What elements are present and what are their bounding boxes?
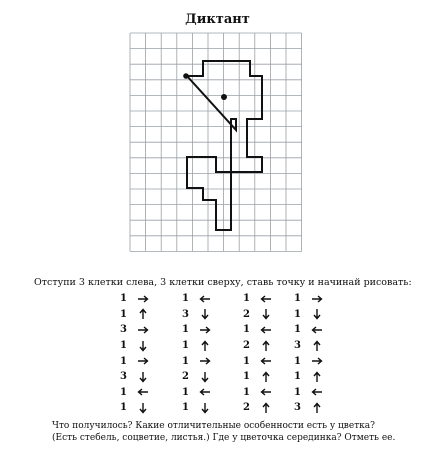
arrow-left-icon — [196, 386, 214, 398]
arrow-left-icon — [257, 355, 275, 367]
step-count: 1 — [182, 386, 189, 398]
dictation-column-2 — [182, 291, 222, 416]
step-count: 2 — [182, 371, 189, 383]
step-count: 1 — [120, 402, 127, 414]
arrow-right-icon — [134, 293, 152, 305]
arrow-up-icon — [134, 308, 152, 320]
dictation-step — [182, 338, 222, 354]
dictation-columns — [0, 291, 435, 421]
arrow-left-icon — [308, 324, 326, 336]
dictation-step — [182, 369, 222, 385]
question-text — [52, 420, 395, 444]
dictation-step — [294, 353, 334, 369]
dictation-step — [243, 400, 283, 416]
arrow-left-icon — [308, 386, 326, 398]
dictation-step — [243, 307, 283, 323]
dictation-step — [294, 291, 334, 307]
dictation-step — [120, 322, 160, 338]
arrow-down-icon — [196, 371, 214, 383]
step-count: 3 — [294, 402, 301, 414]
arrow-down-icon — [196, 402, 214, 414]
arrow-down-icon — [134, 402, 152, 414]
step-count: 1 — [182, 355, 189, 367]
step-count: 2 — [243, 402, 250, 414]
step-count: 1 — [294, 293, 301, 305]
step-count: 1 — [182, 324, 189, 336]
dictation-step — [243, 353, 283, 369]
dictation-step — [243, 385, 283, 401]
arrow-right-icon — [308, 355, 326, 367]
arrow-down-icon — [134, 371, 152, 383]
arrow-left-icon — [134, 386, 152, 398]
arrow-right-icon — [196, 355, 214, 367]
arrow-right-icon — [134, 355, 152, 367]
step-count: 1 — [294, 355, 301, 367]
step-count: 3 — [182, 308, 189, 320]
arrow-left-icon — [257, 324, 275, 336]
dictation-step — [182, 307, 222, 323]
dictation-step — [120, 291, 160, 307]
flower-center-point — [221, 94, 227, 100]
step-count: 1 — [243, 386, 250, 398]
step-count: 3 — [120, 324, 127, 336]
arrow-up-icon — [196, 340, 214, 352]
arrow-down-icon — [257, 308, 275, 320]
step-count: 1 — [243, 324, 250, 336]
arrow-right-icon — [196, 324, 214, 336]
step-count: 1 — [294, 371, 301, 383]
dictation-column-1 — [120, 291, 160, 416]
dictation-column-4 — [294, 291, 334, 416]
start-point — [183, 73, 189, 79]
dictation-step — [120, 385, 160, 401]
dictation-step — [120, 369, 160, 385]
step-count: 3 — [120, 371, 127, 383]
dictation-step — [243, 338, 283, 354]
arrow-left-icon — [196, 293, 214, 305]
arrow-up-icon — [308, 340, 326, 352]
arrow-left-icon — [257, 386, 275, 398]
page-title: Диктант — [185, 12, 250, 27]
dictation-step — [182, 322, 222, 338]
dictation-step — [294, 338, 334, 354]
dictation-step — [294, 307, 334, 323]
step-count: 3 — [294, 340, 301, 352]
dictation-step — [182, 400, 222, 416]
step-count: 1 — [120, 340, 127, 352]
arrow-down-icon — [134, 340, 152, 352]
dictation-step — [120, 338, 160, 354]
step-count: 2 — [243, 340, 250, 352]
arrow-up-icon — [257, 371, 275, 383]
dictation-step — [120, 353, 160, 369]
step-count: 1 — [182, 340, 189, 352]
step-count: 1 — [182, 293, 189, 305]
dictation-step — [182, 353, 222, 369]
arrow-left-icon — [257, 293, 275, 305]
arrow-down-icon — [308, 308, 326, 320]
instruction-text: Отступи 3 клетки слева, 3 клетки сверху, ставь точку и начинай рисовать: — [34, 277, 412, 288]
step-count: 2 — [243, 308, 250, 320]
arrow-down-icon — [196, 308, 214, 320]
dictation-step — [294, 385, 334, 401]
step-count: 1 — [120, 386, 127, 398]
dictation-step — [294, 369, 334, 385]
arrow-up-icon — [308, 402, 326, 414]
arrow-right-icon — [134, 324, 152, 336]
dictation-step — [294, 400, 334, 416]
arrow-right-icon — [308, 293, 326, 305]
arrow-up-icon — [257, 402, 275, 414]
dictation-step — [182, 291, 222, 307]
arrow-up-icon — [308, 371, 326, 383]
dictation-step — [294, 322, 334, 338]
dictation-step — [243, 322, 283, 338]
dictation-step — [120, 400, 160, 416]
dictation-step — [182, 385, 222, 401]
step-count: 1 — [120, 355, 127, 367]
question-line-2: (Есть стебель, соцветие, листья.) Где у цветочка серединка? Отметь ее. — [52, 433, 396, 443]
step-count: 1 — [294, 386, 301, 398]
dictation-step — [243, 369, 283, 385]
step-count: 1 — [243, 371, 250, 383]
step-count: 1 — [243, 355, 250, 367]
step-count: 1 — [294, 308, 301, 320]
question-line-1: Что получилось? Какие отличительные особенности есть у цветка? — [52, 421, 375, 431]
step-count: 1 — [120, 308, 127, 320]
step-count: 1 — [120, 293, 127, 305]
arrow-up-icon — [257, 340, 275, 352]
step-count: 1 — [182, 402, 189, 414]
step-count: 1 — [294, 324, 301, 336]
dictation-column-3 — [243, 291, 283, 416]
dictation-step — [243, 291, 283, 307]
step-count: 1 — [243, 293, 250, 305]
dictation-step — [120, 307, 160, 323]
